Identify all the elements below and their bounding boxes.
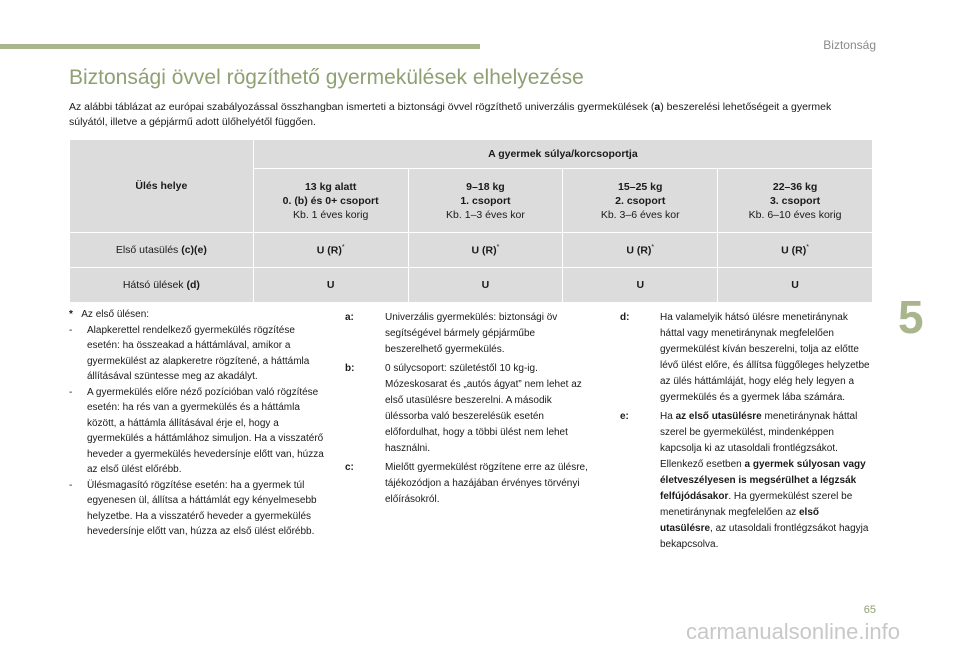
cell-value: U xyxy=(791,279,799,291)
cat-weight: 22–36 kg xyxy=(772,180,818,193)
table-cell xyxy=(408,233,563,268)
note-text: Ha valamelyik hátsó ülésre menetiránynak háttal vagy menetiránynak megfelelően gyermekülést kíván beszerelni, tolja az előtte lévő ülést előre, és állítsa függőleges helyzetbe az ülés háttámláját, hogy elég hely legyen a gyermekülés és a gyermek lába számára. xyxy=(660,312,870,403)
cat-age: Kb. 3–6 éves kor xyxy=(600,208,680,221)
chapter-number: 5 xyxy=(898,291,924,343)
note-key: e: xyxy=(620,411,629,422)
top-accent-bar xyxy=(0,44,480,49)
seat-header: Ülés helye xyxy=(70,140,254,233)
cell-mark: * xyxy=(496,243,500,251)
category-cell xyxy=(563,169,718,233)
intro-text-1: Az alábbi táblázat az európai szabályozással összhangban ismerteti a biztonsági övvel rögzíthető univerzális gyermekülések ( xyxy=(69,101,655,113)
cell-value: U xyxy=(481,279,490,291)
cell-mark: * xyxy=(806,243,809,251)
footnote-lead-text: Az első ülésen: xyxy=(81,309,150,320)
cat-group: 1. csoport xyxy=(460,194,511,207)
note-key: c: xyxy=(345,462,354,473)
note-text: Mielőtt gyermekülést rögzítene erre az ülésre, tájékozódjon a hazájában érvényes törvényi előírásokról. xyxy=(385,462,588,505)
table-cell xyxy=(253,268,408,303)
cat-age: Kb. 1–3 éves kor xyxy=(446,208,525,221)
cat-weight: 13 kg alatt xyxy=(304,180,357,193)
footnote-lead xyxy=(69,307,329,323)
footnote-item xyxy=(69,478,329,540)
note-bold: a gyermek súlyosan vagy életveszélyesen is megsérülhet a légzsák felfújódásakor xyxy=(660,459,866,502)
intro-text-2: ) beszerelési lehetőségeit a gyermek súlyától, illetve a gépjármű adott ülőhelyétől függően. xyxy=(69,101,832,128)
row-label xyxy=(70,268,254,303)
footnote-star xyxy=(69,307,329,540)
note-text: menetiránynak háttal szerel be gyermekülést, mindenképpen kapcsolja ki az utasoldali frontlégzsákot. Ellenkező esetben xyxy=(660,411,858,470)
page-title: Biztonsági övvel rögzíthető gyermekülések elhelyezése xyxy=(69,66,584,89)
row-code: (d) xyxy=(186,279,200,291)
footnote-item-text: Alapkerettel rendelkező gyermekülés rögzítése esetén: ha összeakad a háttámlával, amikor a gyermekülést az alapkeretre rögzítené, a háttámla állításával szüntesse meg az akadályt. xyxy=(87,324,310,382)
category-cell xyxy=(253,169,408,233)
note-key: d: xyxy=(620,312,630,323)
cat-group: 0. (b) és 0+ csoport xyxy=(282,194,379,207)
note-b xyxy=(345,361,595,457)
row-label-text: Hátsó ülések xyxy=(122,279,184,291)
cell-mark: * xyxy=(651,243,655,251)
note-text: Ha xyxy=(660,411,676,422)
category-cell xyxy=(408,169,563,233)
notes-middle xyxy=(345,310,595,511)
footnote-item-text: A gyermekülés előre néző pozícióban való rögzítése esetén: ha rés van a gyermekülés és a háttámla között, a háttámla állításával érje el, hogy a gyermekülés a háttámlához simuljon. Ha a visszatérő heveder a gyermekülés hevedersínje előtt van, húzza az első ülést előrébb. xyxy=(87,386,324,475)
cell-value: U (R) xyxy=(781,244,807,257)
table-cell xyxy=(718,268,873,303)
cat-group: 3. csoport xyxy=(769,194,821,207)
table-cell xyxy=(408,268,563,303)
notes-right xyxy=(620,310,872,556)
cat-age: Kb. 6–10 éves korig xyxy=(748,208,842,221)
cell-value: U (R) xyxy=(471,244,497,257)
cell-value: U xyxy=(636,279,645,291)
dash: - xyxy=(69,324,73,336)
watermark: carmanualsonline.info xyxy=(685,619,900,644)
child-seat-table xyxy=(69,139,873,303)
cat-group: 2. csoport xyxy=(615,194,666,207)
note-key: b: xyxy=(345,363,355,374)
table-cell xyxy=(563,233,718,268)
category-cell xyxy=(718,169,873,233)
group-header: A gyermek súlya/korcsoportja xyxy=(253,140,872,169)
section-label: Biztonság xyxy=(823,38,876,52)
cell-value: U (R) xyxy=(626,244,652,257)
note-text: Univerzális gyermekülés: biztonsági öv segítségével bármely gépjárműbe beszerelhető gyermekülés. xyxy=(385,312,558,355)
note-key: a: xyxy=(345,312,354,323)
table-row xyxy=(70,268,873,303)
page-number: 65 xyxy=(863,604,876,616)
table-row xyxy=(70,233,873,268)
row-label-text: Első utasülés xyxy=(115,244,179,256)
dash: - xyxy=(69,386,73,398)
cat-weight: 15–25 kg xyxy=(618,180,663,193)
note-bold: az első utasülésre xyxy=(675,411,762,422)
intro-bold: a xyxy=(654,101,661,113)
footnote-item xyxy=(69,323,329,385)
row-code: (c)(e) xyxy=(181,244,207,256)
note-text: . Ha gyermekülést szerel be menetiránynak megfelelően az xyxy=(660,491,853,518)
table-cell xyxy=(718,233,873,268)
cell-value: U (R) xyxy=(316,244,342,257)
footnote-star-mark: * xyxy=(69,309,73,320)
table-cell xyxy=(563,268,718,303)
row-label xyxy=(70,233,254,268)
note-c xyxy=(345,460,595,508)
note-text: 0 súlycsoport: születéstől 10 kg-ig. Mózeskosarat és „autós ágyat” nem lehet az első utasülésre beszerelni. A második üléssorba való beszerelésük esetén előfordulhat, hogy a többi ülést nem lehet használni. xyxy=(385,363,582,454)
dash: - xyxy=(69,479,73,491)
note-bold: első utasülésre xyxy=(660,507,819,534)
note-d xyxy=(620,310,872,406)
note-e xyxy=(620,409,872,553)
footnote-item xyxy=(69,385,329,478)
cell-value: U xyxy=(326,279,335,291)
cat-weight: 9–18 kg xyxy=(466,180,505,193)
footnote-item-text: Ülésmagasító rögzítése esetén: ha a gyermek túl egyenesen ül, állítsa a háttámlát egy kényelmesebb helyzetbe. Ha a visszatérő heveder a gyermekülés hevedersínje előtt van, húzza az első ülést előrébb. xyxy=(87,479,317,537)
note-text: , az utasoldali frontlégzsákot hagyja bekapcsolva. xyxy=(660,523,869,550)
cat-age: Kb. 1 éves korig xyxy=(293,208,369,221)
note-a xyxy=(345,310,595,358)
cell-mark: * xyxy=(341,243,345,251)
table-cell xyxy=(253,233,408,268)
intro-paragraph xyxy=(69,100,859,130)
